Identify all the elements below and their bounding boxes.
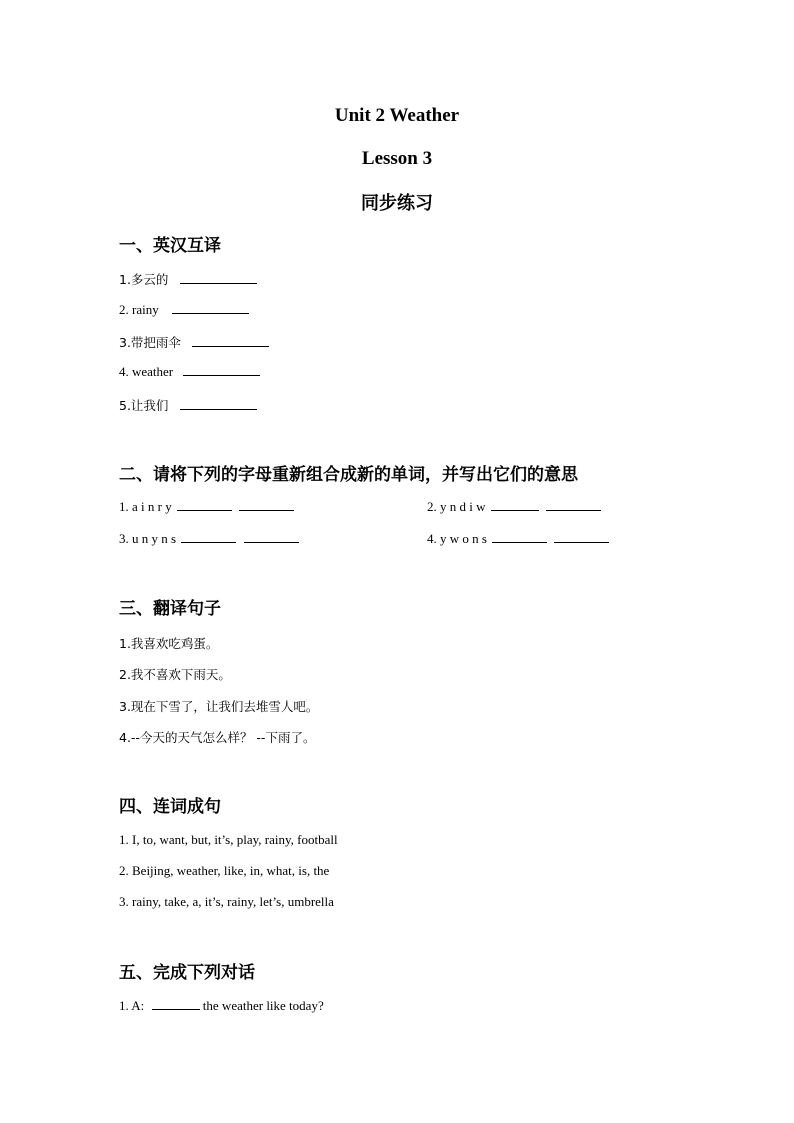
- list-item: [119, 396, 257, 414]
- answer-blank[interactable]: [546, 499, 601, 511]
- list-item: 2.我不喜欢下雨天。: [119, 667, 231, 682]
- list-item: [119, 333, 269, 351]
- section-5-heading: 五、完成下列对话: [119, 963, 255, 983]
- list-item: [119, 998, 324, 1014]
- lesson-title: Lesson 3: [361, 148, 433, 169]
- list-item: [119, 364, 260, 380]
- answer-blank[interactable]: [554, 531, 609, 543]
- list-item: [427, 499, 601, 515]
- item-text: 5.让我们: [119, 398, 169, 413]
- list-item: [119, 531, 299, 547]
- item-text: 3.带把雨伞: [119, 335, 181, 350]
- item-text: 2. rainy: [119, 302, 159, 317]
- answer-blank[interactable]: [180, 398, 257, 410]
- item-text: 1. a i n r y: [119, 499, 172, 514]
- list-item: [119, 270, 257, 288]
- list-item: 4.--今天的天气怎么样？ --下雨了。: [119, 730, 316, 745]
- list-item: 1. I, to, want, but, it’s, play, rainy, football: [119, 832, 338, 847]
- answer-blank[interactable]: [183, 364, 260, 376]
- list-item: 2. Beijing, weather, like, in, what, is, the: [119, 863, 330, 878]
- answer-blank[interactable]: [239, 499, 294, 511]
- section-1-heading: 一、英汉互译: [119, 236, 221, 256]
- item-text: the weather like today?: [202, 998, 324, 1013]
- answer-blank[interactable]: [192, 335, 269, 347]
- item-text: 2. y n d i w: [427, 499, 486, 514]
- item-text: 1.多云的: [119, 272, 169, 287]
- item-text: 3. u n y n s: [119, 531, 177, 546]
- list-item: 3.现在下雪了，让我们去堆雪人吧。: [119, 699, 319, 714]
- answer-blank[interactable]: [491, 499, 539, 511]
- item-text: 4. weather: [119, 364, 174, 379]
- answer-blank[interactable]: [492, 531, 547, 543]
- list-item: [119, 499, 294, 515]
- section-3-heading: 三、翻译句子: [119, 599, 221, 619]
- list-item: [119, 302, 249, 318]
- item-text: 1. A:: [119, 998, 145, 1013]
- answer-blank[interactable]: [152, 998, 200, 1010]
- list-item: [427, 531, 609, 547]
- item-text: 4. y w o n s: [427, 531, 487, 546]
- list-item: 1.我喜欢吃鸡蛋。: [119, 636, 219, 651]
- list-item: 3. rainy, take, a, it’s, rainy, let’s, umbrella: [119, 894, 334, 909]
- practice-title: 同步练习: [361, 193, 433, 214]
- answer-blank[interactable]: [177, 499, 232, 511]
- section-2-heading: 二、请将下列的字母重新组合成新的单词，并写出它们的意思: [119, 465, 578, 485]
- answer-blank[interactable]: [180, 272, 257, 284]
- section-4-heading: 四、连词成句: [119, 797, 221, 817]
- answer-blank[interactable]: [172, 302, 249, 314]
- answer-blank[interactable]: [244, 531, 299, 543]
- answer-blank[interactable]: [181, 531, 236, 543]
- unit-title: Unit 2 Weather: [334, 105, 460, 126]
